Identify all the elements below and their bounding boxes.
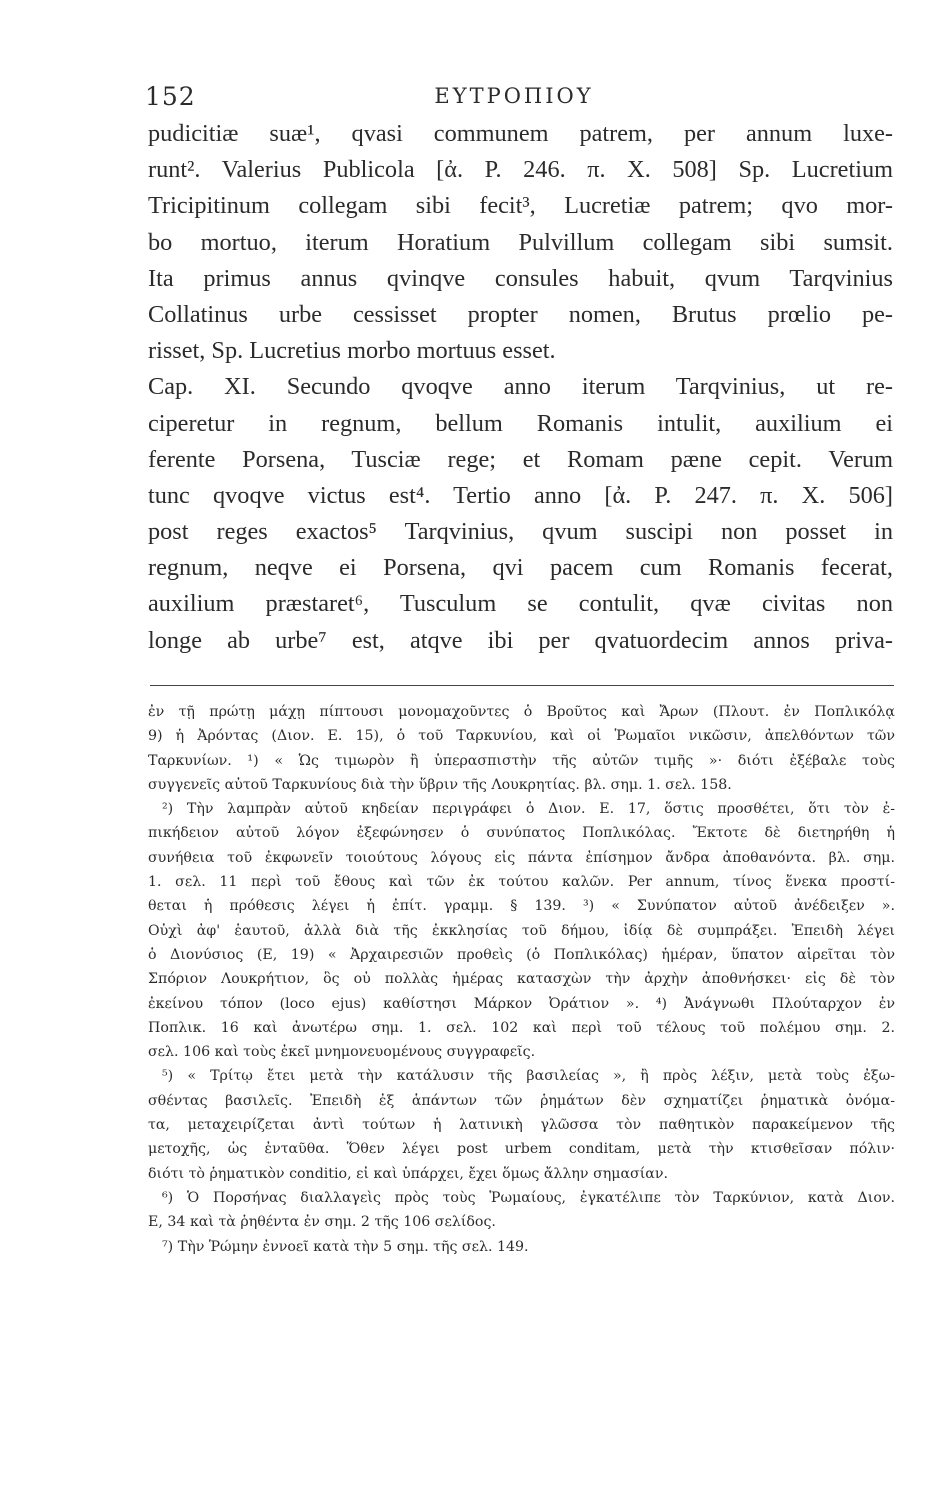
footnote-line: 9) ἡ Ἀρόντας (Διον. Ε. 15), ὁ τοῦ Ταρκυνίου, καὶ οἱ Ῥωμαῖοι νικῶσιν, ἀπελθόντων τῶν	[148, 728, 895, 745]
footnote-line: διότι τὸ ῥηματικὸν conditio, εἰ καὶ ὑπάρχει, ἔχει ὅμως ἄλλην σημασίαν.	[148, 1165, 669, 1182]
footnote-line: θεται ἡ πρόθεσις λέγει ἡ ἐπίτ. γραμμ. § 139. ³) « Συνύπατον αὐτοῦ ἀνέδειξεν ».	[148, 898, 895, 915]
main-text-line: auxilium præstaret⁶, Tusculum se contulit, qvæ civitas non	[148, 590, 893, 618]
main-text	[148, 116, 893, 659]
footnote-line: ἐν τῇ πρώτῃ μάχῃ πίπτουσι μονομαχοῦντες ὁ Βροῦτος καὶ Ἄρων (Πλουτ. ἐν Ποπλικόλᾳ	[148, 704, 895, 720]
main-text-line: ferente Porsena, Tusciæ rege; et Romam pæne cepit. Verum	[148, 445, 893, 473]
footnote-line: σθέντας βασιλεῖς. Ἐπειδὴ ἐξ ἁπάντων τῶν ῥημάτων δὲν σχηματίζει ῥηματικὰ ὀνόμα-	[148, 1092, 895, 1109]
footnote-line: Ποπλικ. 16 καὶ ἀνωτέρω σημ. 1. σελ. 102 καὶ περὶ τοῦ τέλους τοῦ πολέμου σημ. 2.	[148, 1019, 895, 1036]
footnote-line: τα, μεταχειρίζεται ἀντὶ τούτων ἡ λατινικὴ γλῶσσα τὸν παθητικὸν παρακείμενον τῆς	[148, 1117, 895, 1134]
footnote-line: ⁷) Τὴν Ῥώμην ἐννοεῖ κατὰ τὴν 5 σημ. τῆς σελ. 149.	[162, 1238, 529, 1255]
footnote-line: μετοχῆς, ὡς ἐνταῦθα. Ὅθεν λέγει post urbem conditam, μετὰ τὴν κτισθεῖσαν πόλιν·	[148, 1141, 895, 1158]
page-header	[145, 82, 843, 116]
main-text-line: bo mortuo, iterum Horatium Pulvillum collegam sibi sumsit.	[148, 228, 893, 256]
main-text-line: Tricipitinum collegam sibi fecit³, Lucretiæ patrem; qvo mor-	[148, 192, 893, 220]
footnote-line: Σπόριον Λουκρήτιον, ὃς οὐ πολλὰς ἡμέρας κατασχὼν τὴν ἀρχὴν ἀποθνήσκει· εἰς δὲ τὸν	[148, 971, 895, 988]
footnote-line: ²) Τὴν λαμπρὰν αὐτοῦ κηδείαν περιγράφει ὁ Διον. Ε. 17, ὅστις προσθέτει, ὅτι τὸν ἐ-	[162, 801, 895, 818]
footnote-line: ἐκείνου τόπον (loco ejus) καθίστησι Μάρκον Ὀράτιον ». ⁴) Ἀνάγνωθι Πλούταρχον ἐν	[148, 995, 895, 1012]
footnote-line: Ταρκυνίων. ¹) « Ὡς τιμωρὸν ἢ ὑπερασπιστὴν τῆς αὐτῶν τιμῆς »· διότι ἐξέβαλε τοὺς	[148, 752, 895, 769]
running-title: ΕΥΤΡΟΠΙΟΥ	[434, 84, 594, 108]
footnote-line: 1. σελ. 11 περὶ τοῦ ἔθους καὶ τῶν ἐκ τούτου καλῶν. Per annum, τίνος ἕνεκα προστί-	[148, 874, 895, 891]
main-text-line: regnum, neqve ei Porsena, qvi pacem cum Romanis fecerat,	[148, 554, 893, 582]
footnote-line: Ε, 34 καὶ τὰ ῥηθέντα ἐν σημ. 2 τῆς 106 σελίδος.	[148, 1214, 496, 1231]
footnote-line: ὁ Διονύσιος (Ε, 19) « Ἀρχαιρεσιῶν προθεὶς (ὁ Ποπλικόλας) ἡμέραν, ὕπατον αἱρεῖται τὸν	[148, 946, 895, 963]
footnote-line: συνήθεια τοῦ ἐκφωνεῖν τοιούτους λόγους εἰς πάντα ἐπίσημον ἄνδρα ἀποθανόντα. βλ. σημ.	[148, 849, 895, 866]
chapter-start-line: Cap. XI. Secundo qvoqve anno iterum Tarqvinius, ut re-	[148, 373, 893, 401]
main-text-line: tunc qvoqve victus est⁴. Tertio anno [ἀ. Ρ. 247. π. Χ. 506]	[148, 481, 893, 509]
page-number: 152	[145, 82, 196, 111]
main-text-line: runt². Valerius Publicola [ἀ. Ρ. 246. π. Χ. 508] Sp. Lucretium	[148, 156, 893, 184]
main-text-line: post reges exactos⁵ Tarqvinius, qvum suscipi non posset in	[148, 518, 893, 546]
footnotes	[148, 700, 895, 1259]
footnote-line: πικήδειον αὐτοῦ λόγον ἐξεφώνησεν ὁ συνύπατος Ποπλικόλας. Ἔκτοτε δὲ διετηρήθη ἡ	[148, 825, 895, 842]
footnote-line: Οὐχὶ ἀφ' ἑαυτοῦ, ἀλλὰ διὰ τῆς ἐκκλησίας τοῦ δήμου, ἰδίᾳ δὲ συμπράξει. Ἐπειδὴ λέγει	[148, 922, 895, 939]
main-text-line: ciperetur in regnum, bellum Romanis intulit, auxilium ei	[148, 409, 893, 437]
footnote-line: σελ. 106 καὶ τοὺς ἐκεῖ μνημονευομένους συγγραφεῖς.	[148, 1044, 536, 1061]
main-text-line: Ita primus annus qvinqve consules habuit, qvum Tarqvinius	[148, 264, 893, 292]
footnote-line: ⁶) Ὁ Πορσήνας διαλλαγεὶς πρὸς τοὺς Ῥωμαίους, ἐγκατέλιπε τὸν Ταρκύνιον, κατὰ Διον.	[162, 1189, 895, 1206]
main-text-line: risset, Sp. Lucretius morbo mortuus esset.	[148, 337, 556, 365]
main-text-line: Collatinus urbe cessisset propter nomen, Brutus prœlio pe-	[148, 300, 893, 328]
footnote-line: ⁵) « Τρίτῳ ἔτει μετὰ τὴν κατάλυσιν τῆς βασιλείας », ἢ πρὸς λέξιν, μετὰ τοὺς ἐξω-	[162, 1068, 895, 1085]
footnote-line: συγγενεῖς αὐτοῦ Ταρκυνίους διὰ τὴν ὕβριν τῆς Λουκρητίας. βλ. σημ. 1. σελ. 158.	[148, 776, 732, 793]
main-text-line: pudicitiæ suæ¹, qvasi communem patrem, per annum luxe-	[148, 120, 893, 147]
main-text-line: longe ab urbe⁷ est, atqve ibi per qvatuordecim annos priva-	[148, 626, 893, 654]
footnote-divider	[150, 685, 894, 686]
